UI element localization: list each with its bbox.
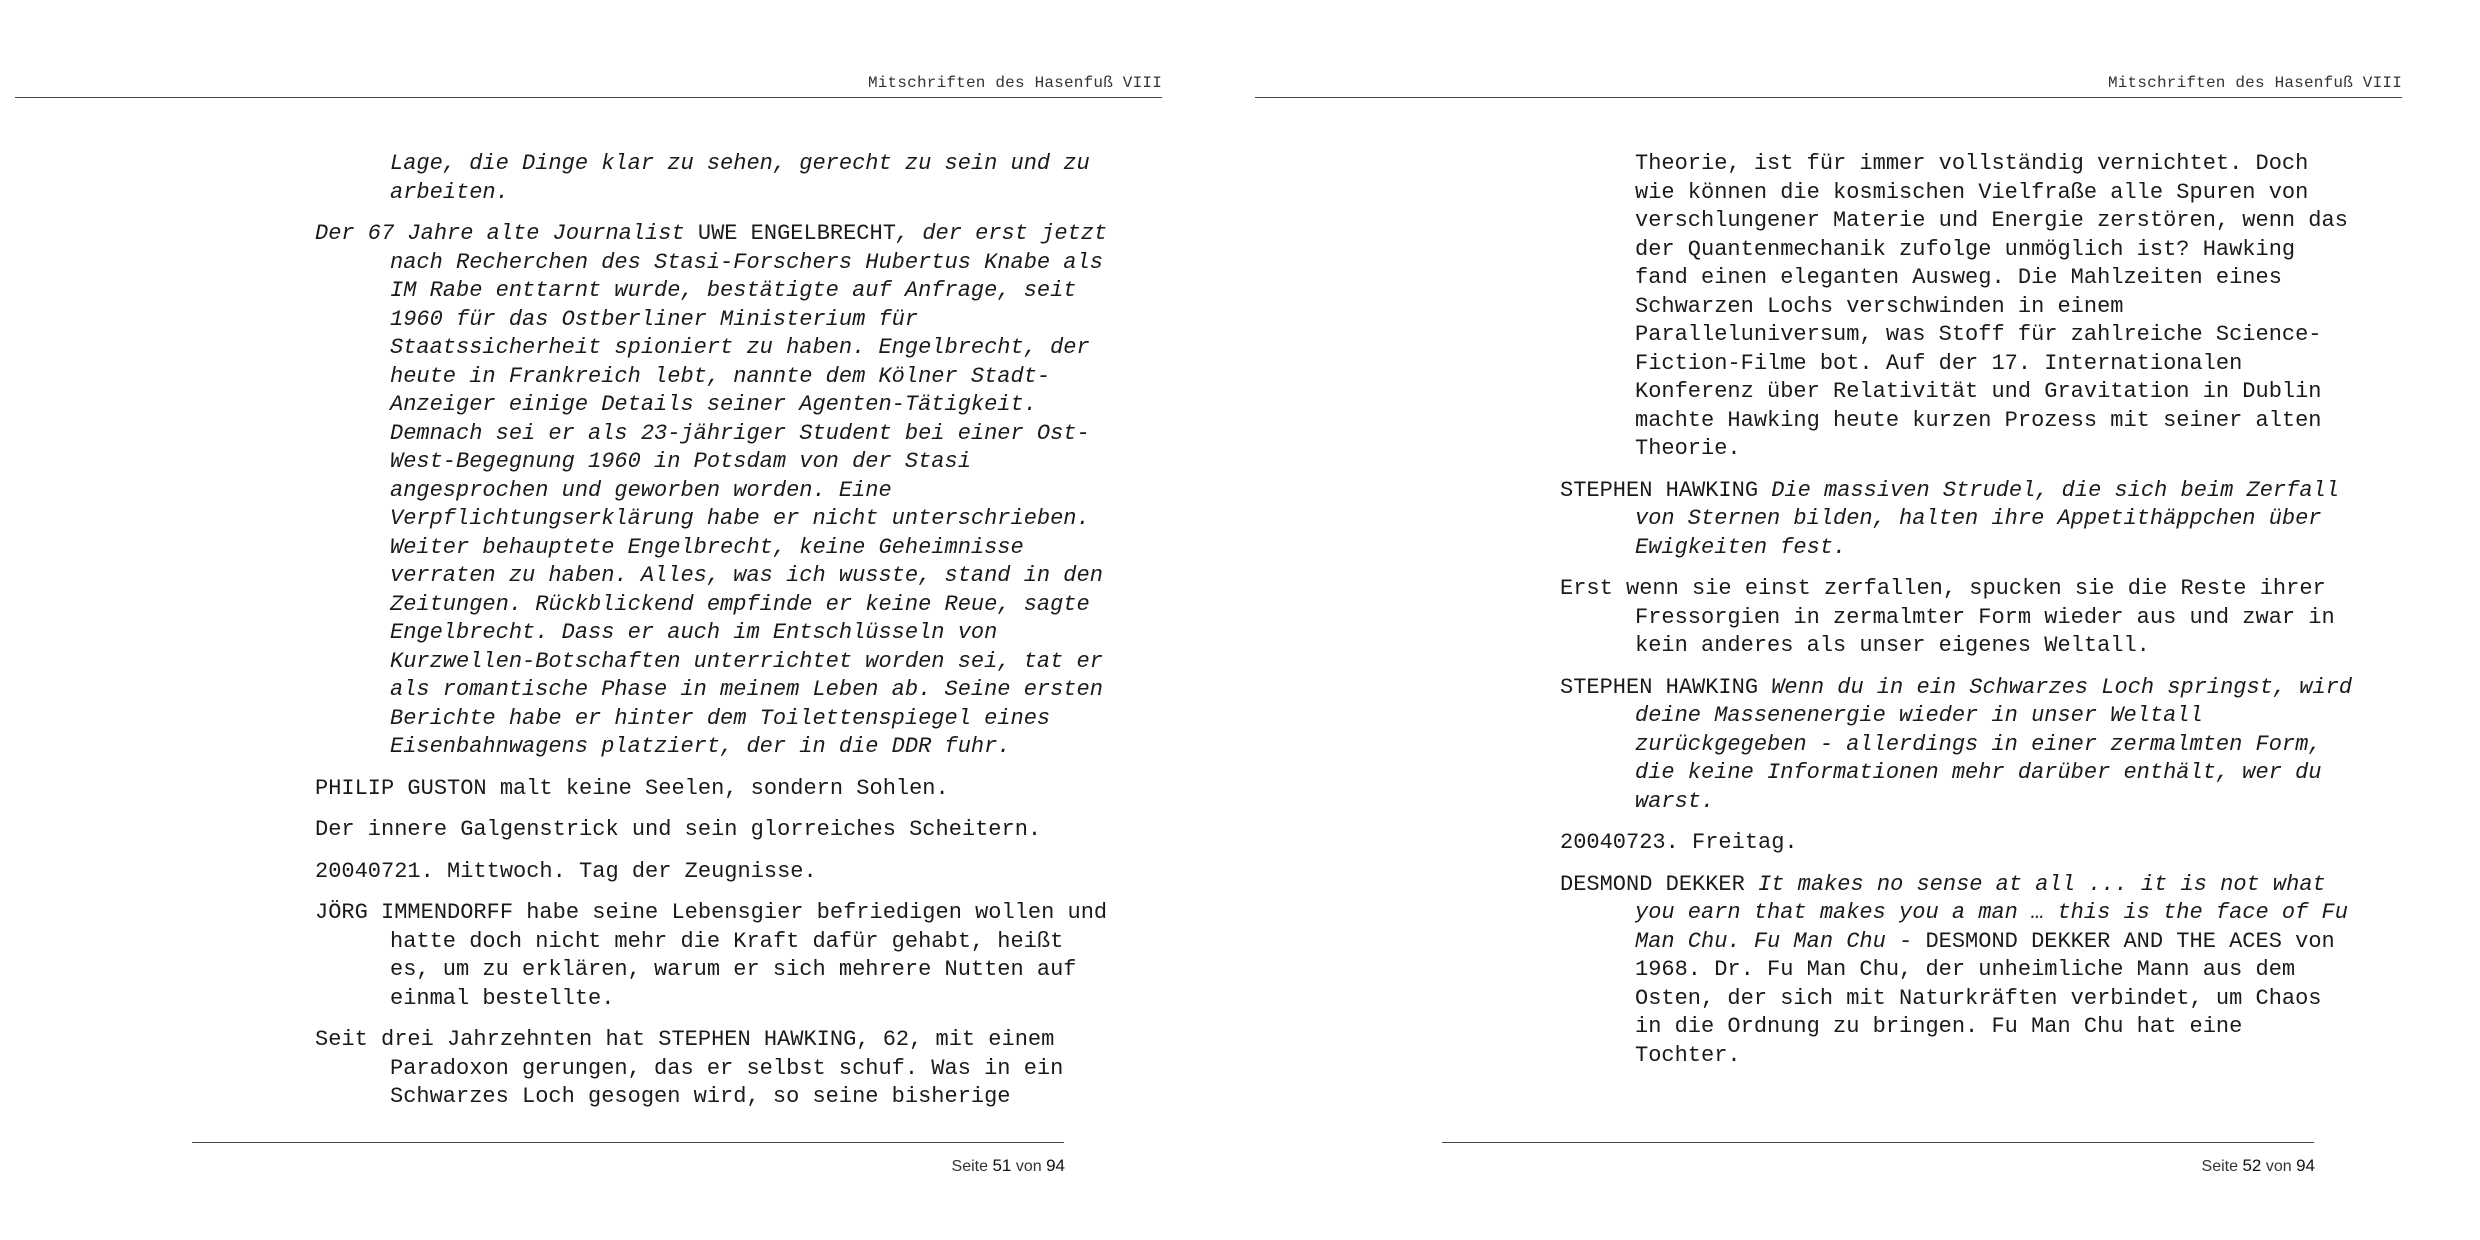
text-run: 20040721. Mittwoch. Tag der Zeugnisse. xyxy=(315,858,817,884)
running-header: Mitschriften des Hasenfuß VIII xyxy=(867,74,1162,92)
italic-text: Die massiven Strudel, die sich beim Zerfall von Sternen bilden, halten ihre Appetithäppchen über Ewigkeiten fest. xyxy=(1635,477,2339,560)
text-run: DESMOND DEKKER xyxy=(1560,871,1759,897)
paragraph xyxy=(315,899,1115,1013)
text-run: JÖRG IMMENDORFF habe seine Lebensgier befriedigen wollen und hatte doch nicht mehr die Kraft dafür gehabt, heißt es, um zu erklären, warum er sich mehrere Nutten auf einmal bestellte. xyxy=(315,900,1108,1011)
paragraph xyxy=(315,150,1115,207)
footer-rule xyxy=(192,1142,1064,1143)
page-total: 94 xyxy=(2296,1156,2315,1175)
text-run: 20040723. Freitag. xyxy=(1560,830,1798,855)
text-run: Der innere Galgenstrick und sein glorreiches Scheitern. xyxy=(315,817,1042,842)
footer-prefix: Seite xyxy=(951,1158,988,1175)
page-body xyxy=(1560,150,2360,1083)
page-total: 94 xyxy=(1046,1156,1065,1175)
page-number: 51 xyxy=(992,1156,1012,1175)
text-run: STEPHEN HAWKING xyxy=(1560,674,1772,700)
text-run: Theorie, ist für immer vollständig vernichtet. Doch wie können die kosmischen Vielfraße alle Spuren von verschlungener Materie und Energie zerstören, wenn das der Quantenmechanik zufolge unmöglich ist? Hawking fand einen eleganten Ausweg. Die Mahlzeiten eines Schwarzen Lochs verschwinden in einem Paralleluniversum, was Stoff für zahlreiche Science-Fiction-Filme bot. Auf der 17. Internationalen Konferenz über Relativität und Gravitation in Dublin machte Hawking heute kurzen Prozess mit seiner alten Theorie. xyxy=(1635,151,2348,461)
text-run: Seit drei Jahrzehnten hat STEPHEN HAWKING, 62, mit einem Paradoxon gerungen, das er selbst schuf. Was in ein Schwarzes Loch gesogen wird, so seine bisherige xyxy=(315,1027,1064,1109)
page-footer xyxy=(1240,1156,2315,1176)
text-run: - DESMOND DEKKER AND THE ACES von 1968. Dr. Fu Man Chu, der unheimliche Mann aus dem Osten, der sich mit Naturkräften verbindet, um Chaos in die Ordnung zu bringen. Fu Man Chu hat eine Tochter. xyxy=(1635,928,2335,1068)
italic-text: Der 67 Jahre alte Journalist xyxy=(315,221,698,246)
running-header: Mitschriften des Hasenfuß VIII xyxy=(2107,74,2402,92)
paragraph xyxy=(1560,829,2360,858)
text-run: STEPHEN HAWKING xyxy=(1560,477,1772,503)
header-rule xyxy=(1255,97,2402,98)
text-run: Erst wenn sie einst zerfallen, spucken sie die Reste ihrer Fressorgien in zermalmter Form wieder aus und zwar in kein anderes als unser eigenes Weltall. xyxy=(1560,576,2335,658)
paragraph xyxy=(315,858,1115,887)
paragraph xyxy=(315,220,1115,762)
right-page xyxy=(1240,0,2480,1240)
paragraph xyxy=(1560,150,2360,464)
paragraph xyxy=(1560,477,2360,563)
text-run: PHILIP GUSTON malt keine Seelen, sondern Sohlen. xyxy=(315,775,949,801)
paragraph xyxy=(1560,575,2360,661)
paragraph xyxy=(315,1026,1115,1112)
paragraph xyxy=(1560,871,2360,1071)
header-rule xyxy=(15,97,1162,98)
footer-sep: von xyxy=(1015,1158,1042,1175)
paragraph xyxy=(315,816,1115,845)
italic-text: Lage, die Dinge klar zu sehen, gerecht zu sein und zu arbeiten. xyxy=(390,151,1090,205)
footer-sep: von xyxy=(2265,1158,2292,1175)
italic-text: , der erst jetzt nach Recherchen des Stasi-Forschers Hubertus Knabe als IM Rabe enttarnt wurde, bestätigte auf Anfrage, seit 1960 für das Ostberliner Ministerium für Staatssicherheit spioniert zu haben. Engelbrecht, der heute in Frankreich lebt, nannte dem Kölner Stadt-Anzeiger einige Details seiner Agenten-Tätigkeit. Demnach sei er als 23-jähriger Student bei einer Ost-West-Begegnung 1960 in Potsdam von der Stasi angesprochen und geworben worden. Eine Verpflichtungserklärung habe er nicht unterschrieben. Weiter behauptete Engelbrecht, keine Geheimnisse verraten zu haben. Alles, was ich wusste, stand in den Zeitungen. Rückblickend empfinde er keine Reue, sagte Engelbrecht. Dass er auch im Entschlüsseln von Kurzwellen-Botschaften unterrichtet worden sei, tat er als romantische Phase in meinem Leben ab. Seine ersten Berichte habe er hinter dem Toilettenspiegel eines Eisenbahnwagens platziert, der in die DDR fuhr. xyxy=(390,221,1108,759)
footer-prefix: Seite xyxy=(2201,1158,2238,1175)
paragraph xyxy=(1560,674,2360,817)
paragraph xyxy=(315,775,1115,804)
italic-text: It makes no sense at all ... it is not what you earn that makes you a man … this is the face of Fu Man Chu. Fu Man Chu xyxy=(1635,871,2348,954)
italic-text: Wenn du in ein Schwarzes Loch springst, wird deine Massenenergie wieder in unser Weltall zurückgegeben - allerdings in einer zermalmten Form, die keine Informationen mehr darüber enthält, wer du warst. xyxy=(1635,674,2353,814)
page-footer xyxy=(0,1156,1065,1176)
footer-rule xyxy=(1442,1142,2314,1143)
page-body xyxy=(315,150,1115,1125)
text-run: UWE ENGELBRECHT xyxy=(697,221,896,246)
page-number: 52 xyxy=(2242,1156,2262,1175)
